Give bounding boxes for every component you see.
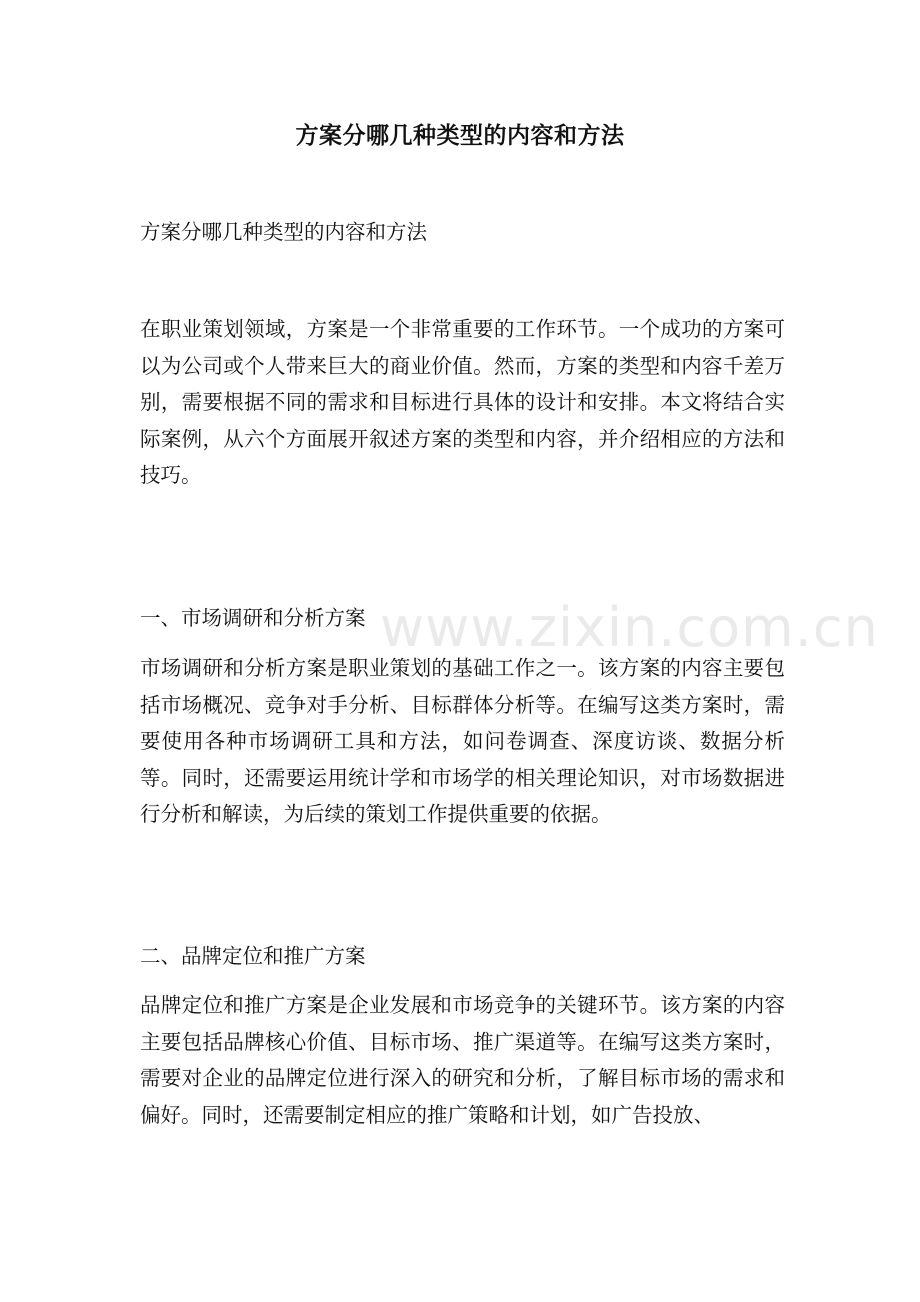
document-title: 方案分哪几种类型的内容和方法 [295,122,625,149]
document-subtitle: 方案分哪几种类型的内容和方法 [140,220,427,244]
watermark: www.zixin.com.cn [380,596,879,659]
section-heading-2: 二、品牌定位和推广方案 [140,944,366,968]
intro-paragraph: 在职业策划领域，方案是一个非常重要的工作环节。一个成功的方案可以为公司或个人带来巨大的商业价值。然而，方案的类型和内容千差万别，需要根据不同的需求和目标进行具体的设计和安排。本文将结合实际案例，从六个方面展开叙述方案的类型和内容，并介绍相应的方法和技巧。 [140,317,785,487]
section-heading-1: 一、市场调研和分析方案 [140,606,366,630]
section-body-1: 市场调研和分析方案是职业策划的基础工作之一。该方案的内容主要包括市场概况、竞争对手分析、目标群体分析等。在编写这类方案时，需要使用各种市场调研工具和方法，如问卷调查、深度访谈、数据分析等。同时，还需要运用统计学和市场学的相关理论知识，对市场数据进行分析和解读，为后续的策划工作提供重要的依据。 [140,656,785,826]
section-body-2: 品牌定位和推广方案是企业发展和市场竞争的关键环节。该方案的内容主要包括品牌核心价值、目标市场、推广渠道等。在编写这类方案时，需要对企业的品牌定位进行深入的研究和分析，了解目标市场的需求和偏好。同时，还需要制定相应的推广策略和计划，如广告投放、 [140,993,785,1127]
